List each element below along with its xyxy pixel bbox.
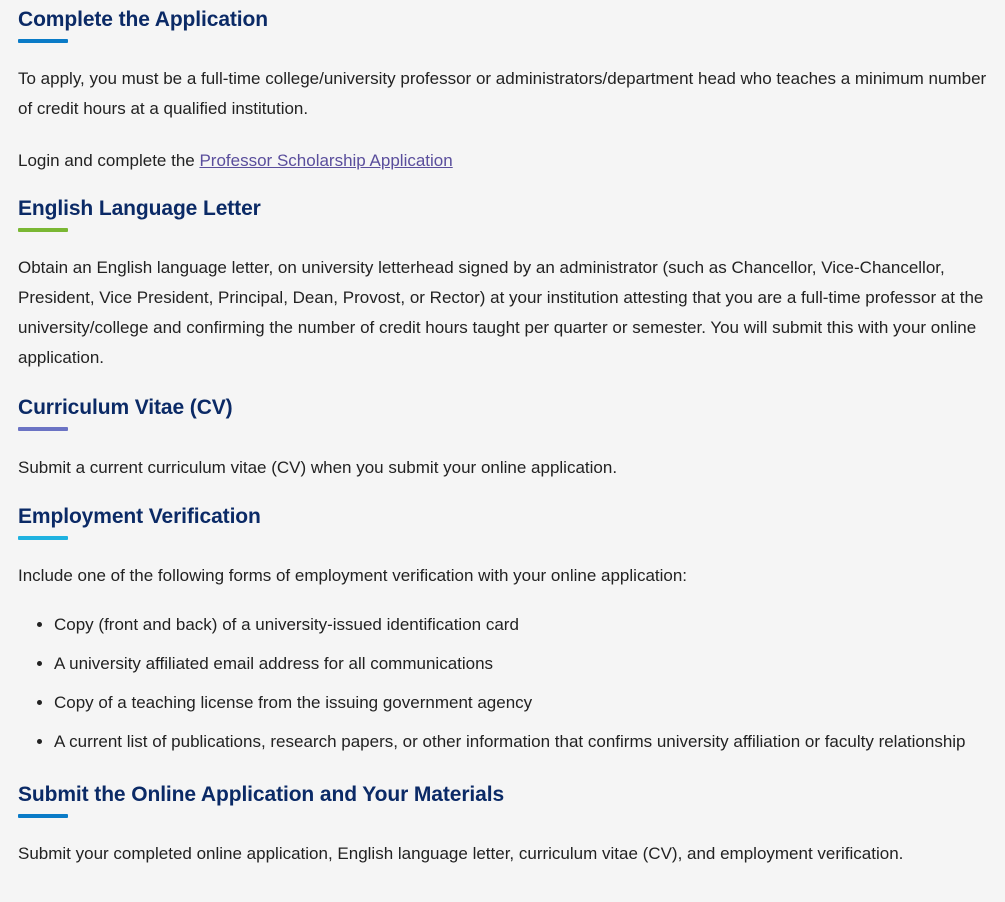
- heading-complete-application: Complete the Application: [18, 8, 269, 31]
- list-item: • A current list of publications, research papers, or other information that confirms university affiliation or faculty relationship: [54, 728, 987, 755]
- heading-english-language-letter: English Language Letter: [18, 197, 261, 220]
- heading-accent-bar: [18, 39, 68, 43]
- heading-accent-bar: [18, 814, 68, 818]
- list-item: • Copy (front and back) of a university-issued identification card: [54, 611, 987, 638]
- heading-accent-bar: [18, 536, 68, 540]
- heading-employment-verification: Employment Verification: [18, 505, 261, 528]
- section-curriculum-vitae: [18, 394, 987, 483]
- heading-curriculum-vitae: Curriculum Vitae (CV): [18, 396, 233, 419]
- list-item: • A university affiliated email address for all communications: [54, 650, 987, 677]
- heading-accent-bar: [18, 427, 68, 431]
- heading-accent-bar: [18, 228, 68, 232]
- english-letter-paragraph: Obtain an English language letter, on university letterhead signed by an administrator (such as Chancellor, Vice-Chancellor, President, Vice President, Principal, Dean, Provost, or Rector) at your institution attesting that you are a full-time professor at the university/college and confirming the number of credit hours taught per quarter or semester. You will submit this with your online application.: [18, 258, 984, 367]
- verification-options-list: [18, 611, 987, 755]
- submit-paragraph: Submit your completed online application, English language letter, curriculum vitae (CV), and employment verification.: [18, 844, 904, 863]
- professor-scholarship-application-link[interactable]: Professor Scholarship Application: [199, 151, 453, 170]
- heading-submit-application: Submit the Online Application and Your Materials: [18, 783, 505, 806]
- cv-paragraph: Submit a current curriculum vitae (CV) when you submit your online application.: [18, 458, 618, 477]
- login-paragraph: [18, 146, 987, 176]
- login-prefix-text: Login and complete the: [18, 151, 200, 170]
- section-employment-verification: [18, 503, 987, 755]
- eligibility-paragraph: To apply, you must be a full-time college/university professor or administrators/department head who teaches a minimum number of credit hours at a qualified institution.: [18, 69, 987, 118]
- list-item: • Copy of a teaching license from the issuing government agency: [54, 689, 987, 716]
- employment-verification-paragraph: Include one of the following forms of employment verification with your online application:: [18, 566, 688, 585]
- section-submit-application: [18, 781, 987, 869]
- section-english-language-letter: [18, 195, 987, 373]
- section-complete-application: [18, 0, 987, 176]
